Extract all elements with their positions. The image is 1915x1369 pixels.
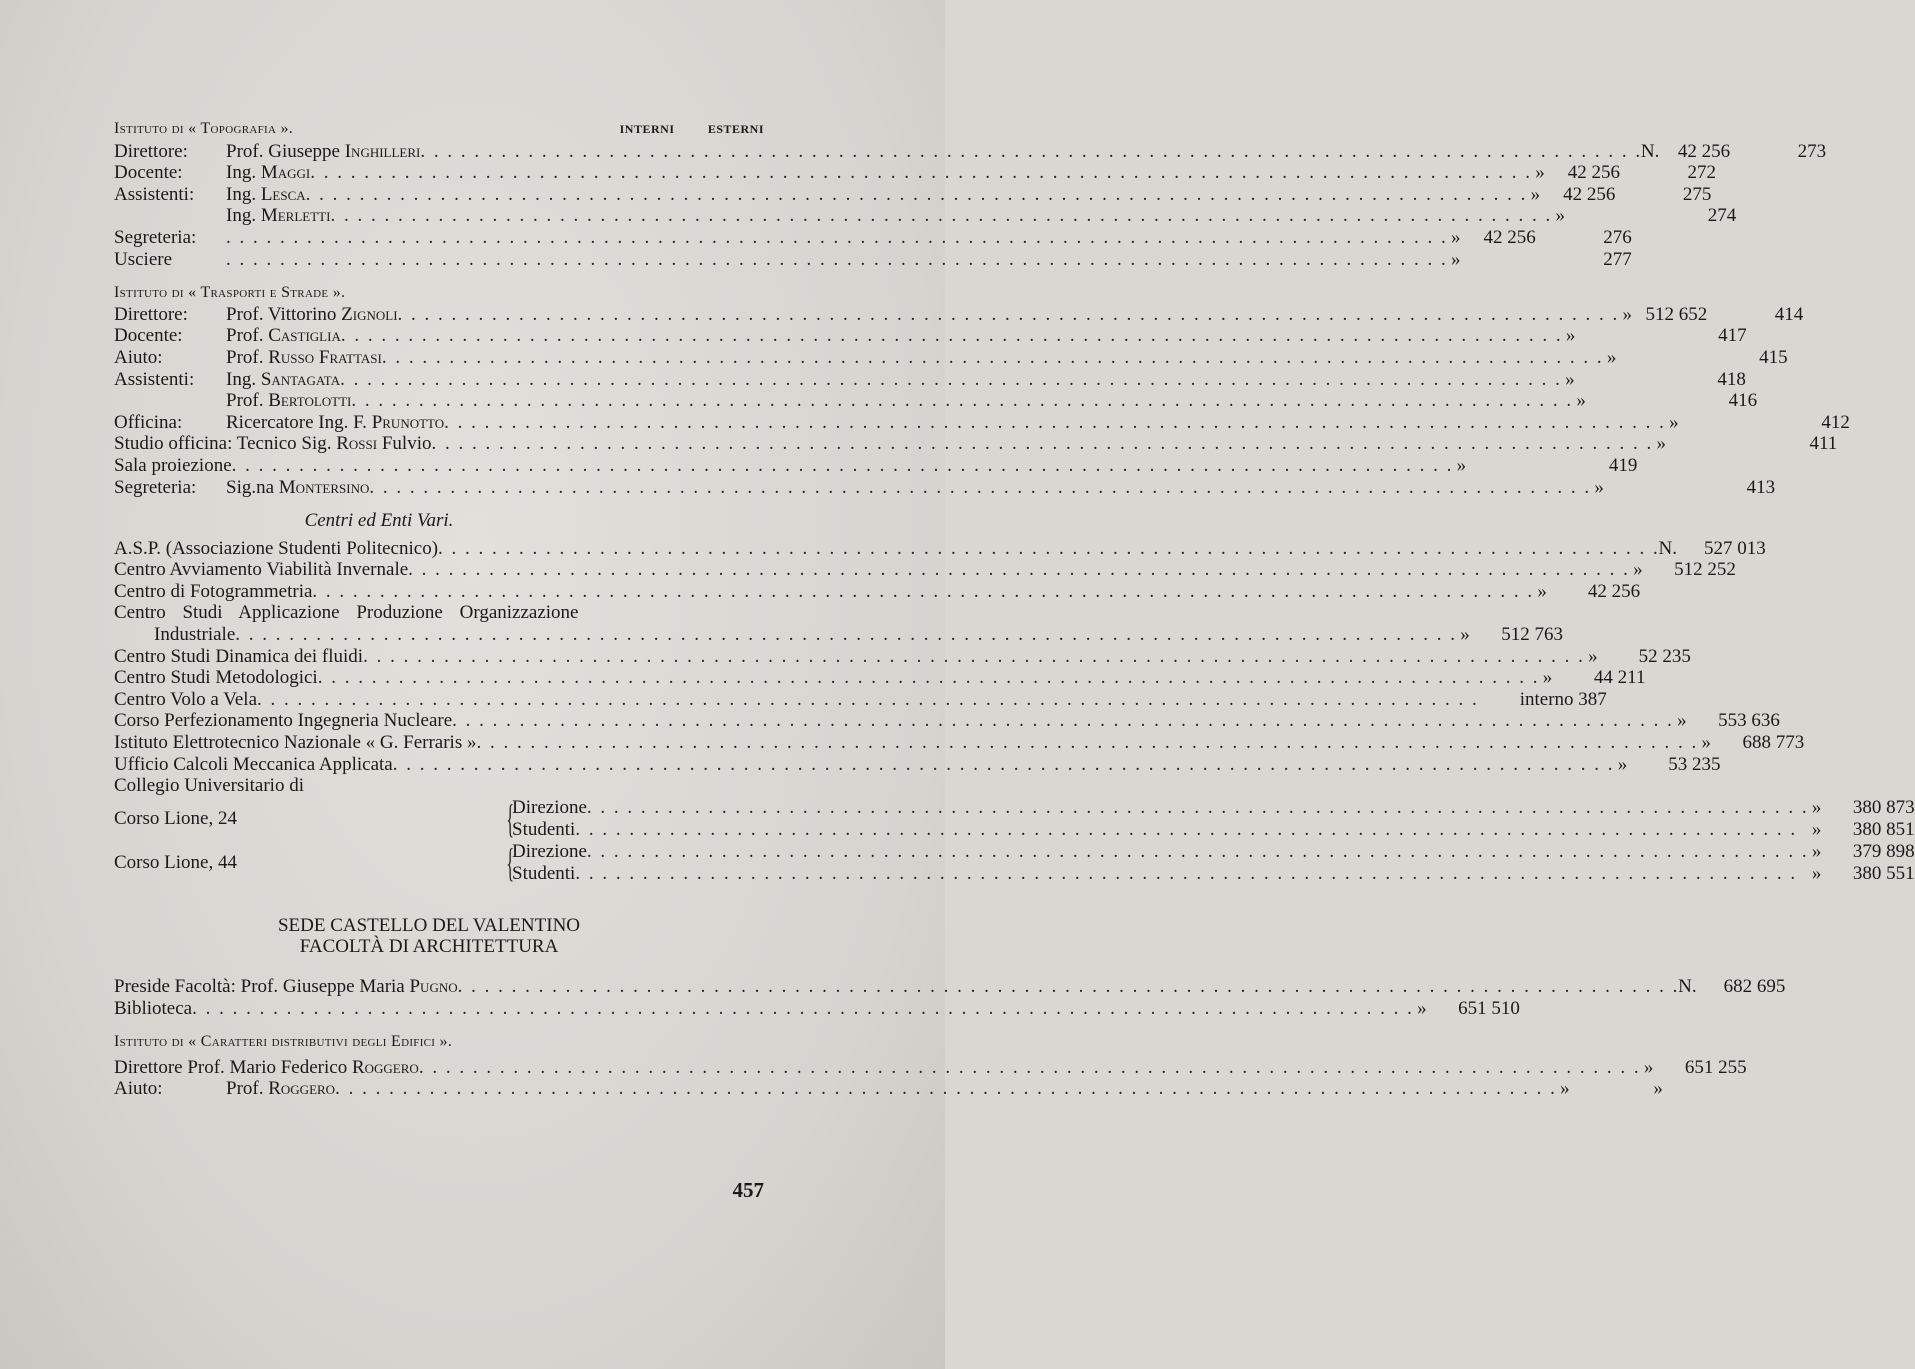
external-number: 412	[1821, 411, 1850, 433]
leader-dots	[335, 1078, 1555, 1100]
table-row	[114, 454, 1638, 477]
phone-number: 52 235	[1638, 645, 1691, 667]
leader-dots	[369, 477, 1589, 499]
ditto-mark: »	[1701, 732, 1711, 754]
table-row	[114, 140, 1827, 163]
phone-number: 688 773	[1742, 732, 1805, 754]
leader-dots	[363, 646, 1583, 668]
row-label: Officina:	[114, 411, 183, 433]
leader-dots	[330, 205, 1550, 227]
entry-text: A.S.P. (Associazione Studenti Politecnico)	[114, 537, 439, 559]
entry-text: Preside Facoltà: Prof. Giuseppe Maria Pugno	[114, 976, 458, 997]
phone-number: 42 256	[1587, 580, 1641, 602]
entry-text: Centro Studi Metodologici	[114, 667, 318, 689]
row-label: Direttore:	[114, 303, 188, 325]
table-row	[114, 411, 1850, 434]
collegio-blocks	[114, 795, 1915, 885]
trasporti-rows	[114, 303, 1850, 498]
leader-dots	[476, 732, 1696, 754]
ditto-mark: N.	[1658, 537, 1678, 559]
phone-number: 512 252	[1674, 559, 1736, 581]
sede-title-2: FACOLTÀ DI ARCHITETTURA	[299, 936, 559, 958]
entry-text: Istituto Elettrotecnico Nazionale « G. Ferraris »	[114, 732, 477, 754]
list-item	[512, 797, 1915, 819]
ditto-mark: »	[1537, 580, 1547, 602]
row-label: Usciere	[114, 248, 173, 270]
person-name: Roggero	[351, 1056, 419, 1078]
leader-dots	[419, 1057, 1639, 1079]
entry-text: Ricercatore Ing. F. Prunotto	[226, 411, 445, 433]
entry-text: Sig.na Montersino	[226, 476, 370, 498]
column-headers	[589, 119, 765, 141]
ditto-mark: »	[1565, 368, 1575, 390]
person-name: Russo Frattasi	[268, 346, 382, 368]
entry-text: Direttore Prof. Mario Federico Roggero	[114, 1056, 419, 1078]
row-label: Direttore:	[114, 140, 188, 162]
external-number: 416	[1728, 390, 1758, 412]
leader-dots	[408, 559, 1628, 581]
internal-number: 42 256	[1563, 183, 1616, 205]
entry-text: Ing. Lesca	[226, 183, 306, 205]
collegio-block	[114, 795, 1915, 841]
leader-dots	[452, 710, 1672, 732]
person-name: Merletti	[260, 205, 331, 227]
leader-dots	[226, 227, 1446, 249]
table-row	[114, 248, 1632, 271]
ditto-mark: »	[1622, 303, 1633, 325]
ditto-mark: »	[1560, 1078, 1570, 1100]
ditto-mark: »	[1576, 390, 1586, 412]
table-row	[114, 368, 1746, 391]
external-number: 419	[1608, 454, 1638, 476]
external-number: 276	[1603, 226, 1632, 248]
heading-text: Istituto di « Caratteri distributivi degli Edifici ».	[114, 1033, 453, 1051]
leader-dots	[306, 184, 1526, 206]
entry-text: Sala proiezione	[114, 454, 232, 476]
internal-number: 42 256	[1483, 226, 1536, 248]
ditto-mark: »	[1677, 710, 1687, 732]
row-label: Assistenti:	[114, 368, 195, 390]
entry-text: Prof. Giuseppe Inghilleri	[226, 140, 421, 162]
person-name: Pugno	[409, 976, 458, 997]
ditto-mark: »	[1565, 325, 1576, 347]
col-header-esterni: ESTERNI	[707, 122, 764, 136]
block-label: Corso Lione, 44	[114, 852, 237, 874]
table-row	[114, 162, 1716, 184]
ditto-mark: N.	[1640, 140, 1660, 162]
list-item	[114, 1056, 1747, 1079]
ditto-mark: »	[1811, 818, 1822, 840]
list-item	[114, 710, 1780, 732]
heading-text: Istituto di « Topografia ».	[114, 120, 294, 137]
leader-dots	[310, 162, 1530, 184]
entry-text: Centro Studi Dinamica dei fluidi	[114, 645, 364, 667]
phone-number: 380 873	[1852, 797, 1915, 819]
topografia-rows	[114, 140, 1827, 271]
list-item	[114, 688, 1607, 711]
ditto-mark: »	[1530, 183, 1541, 205]
leader-dots	[431, 433, 1651, 455]
table-row	[114, 226, 1632, 249]
ditto-mark: »	[1417, 997, 1427, 1019]
phone-number: 380 851	[1852, 818, 1915, 840]
table-row	[114, 390, 1758, 412]
phone-number: »	[1653, 1078, 1663, 1100]
person-name: Lesca	[260, 183, 306, 205]
list-item	[114, 753, 1721, 776]
ditto-mark: N.	[1678, 976, 1697, 997]
phone-number: 53 235	[1668, 753, 1721, 775]
page-number: 457	[732, 1178, 764, 1202]
ditto-mark: »	[1606, 346, 1617, 368]
block-label: Corso Lione, 24	[114, 808, 237, 830]
centri-rows	[114, 537, 1766, 603]
phone-number: interno 387	[1519, 688, 1607, 710]
internal-number: 512 652	[1645, 303, 1708, 325]
brace-icon: {	[506, 795, 515, 841]
leader-dots	[232, 455, 1452, 477]
leader-dots	[382, 347, 1602, 369]
list-item	[114, 580, 1641, 603]
list-item	[512, 819, 1915, 841]
leader-dots	[438, 538, 1658, 560]
person-name: Rossi	[336, 433, 378, 455]
table-row	[114, 433, 1838, 455]
person-name: Montersino	[278, 476, 370, 498]
ditto-mark: »	[1594, 476, 1604, 498]
entry-text: Ing. Merletti	[226, 205, 331, 227]
list-item	[114, 976, 1786, 998]
entry-text: Direzione	[512, 841, 587, 863]
table-row	[114, 205, 1737, 227]
list-item	[114, 775, 764, 797]
external-number: 414	[1774, 303, 1804, 325]
list-item	[114, 997, 1520, 1020]
page-content	[114, 118, 1915, 1100]
external-number: 411	[1809, 433, 1838, 455]
leader-dots	[226, 249, 1446, 271]
entry-text: Collegio Universitario di	[114, 775, 304, 797]
leader-dots	[458, 976, 1678, 998]
ditto-mark: »	[1811, 797, 1822, 819]
external-number: 273	[1797, 140, 1827, 162]
entry-text: Prof. Roggero	[226, 1078, 336, 1100]
leader-dots	[393, 754, 1613, 776]
leader-dots	[351, 390, 1571, 412]
leader-dots	[587, 797, 1807, 819]
table-row	[114, 303, 1804, 326]
list-item	[114, 559, 1736, 581]
person-name: Santagata	[260, 368, 341, 390]
person-name: Zignoli	[341, 303, 398, 325]
row-label: Aiuto:	[114, 1078, 163, 1100]
phone-number: 380 551	[1852, 862, 1915, 884]
person-name: Roggero	[268, 1078, 336, 1100]
phone-number: 527 013	[1704, 537, 1766, 559]
external-number: 277	[1603, 248, 1632, 270]
table-row	[114, 325, 1747, 347]
leader-dots	[312, 581, 1532, 603]
collegio-block	[114, 839, 1915, 885]
leader-dots	[192, 998, 1412, 1020]
entry-text: Prof. Castiglia	[226, 325, 341, 347]
phone-number: 512 763	[1501, 624, 1564, 646]
leader-dots	[318, 667, 1538, 689]
entry-text: Studenti	[512, 862, 576, 884]
table-row	[114, 346, 1788, 369]
entry-text: Biblioteca	[114, 997, 193, 1019]
ditto-mark: »	[1451, 226, 1461, 248]
ditto-mark: »	[1542, 667, 1553, 689]
ditto-mark: »	[1811, 862, 1822, 884]
list-item	[114, 602, 764, 624]
ditto-mark: »	[1617, 753, 1628, 775]
leader-dots	[575, 863, 1806, 885]
section-heading-centri: Centri ed Enti Vari.	[304, 510, 454, 532]
row-label: Aiuto:	[114, 346, 163, 368]
ditto-mark: »	[1633, 559, 1643, 581]
row-label: Assistenti:	[114, 183, 195, 205]
phone-number: 553 636	[1718, 710, 1780, 732]
row-label: Segreteria:	[114, 476, 197, 498]
heading-text: Istituto di « Trasporti e Strade ».	[114, 284, 346, 302]
phone-number: 651 510	[1458, 997, 1520, 1019]
ditto-mark: »	[1460, 624, 1470, 646]
leader-dots	[340, 369, 1560, 391]
ditto-mark: »	[1535, 162, 1545, 184]
external-number: 417	[1718, 325, 1747, 347]
leader-dots	[587, 841, 1807, 863]
block-items	[512, 841, 1915, 884]
person-name: Castiglia	[268, 325, 341, 347]
leader-dots	[398, 304, 1618, 326]
phone-number: 379 898	[1852, 841, 1915, 863]
section-heading-topografia	[114, 118, 764, 141]
centri-rows-2	[114, 624, 1805, 775]
entry-text: Ing. Maggi	[226, 162, 311, 184]
ditto-mark: »	[1451, 248, 1461, 270]
leader-dots	[341, 325, 1561, 347]
internal-number: 42 256	[1677, 140, 1731, 162]
ditto-mark: »	[1669, 411, 1679, 433]
ditto-mark: »	[1555, 205, 1565, 227]
list-item	[114, 537, 1766, 560]
list-item	[114, 624, 1564, 646]
list-item	[114, 645, 1691, 668]
external-number: 272	[1687, 162, 1716, 184]
row-label: Docente:	[114, 325, 183, 347]
person-name: Maggi	[260, 162, 311, 184]
row-label: Segreteria:	[114, 226, 197, 248]
col-header-interni: INTERNI	[619, 122, 675, 136]
external-number: 418	[1717, 368, 1746, 390]
leader-dots	[420, 141, 1640, 163]
entry-text: Prof. Bertolotti	[226, 390, 352, 412]
list-item	[114, 732, 1805, 754]
external-number: 275	[1682, 183, 1712, 205]
entry-text: Centro Studi Applicazione Produzione Organizzazione	[114, 602, 579, 624]
entry-text: Centro di Fotogrammetria	[114, 580, 313, 602]
sede-rows	[114, 976, 1786, 1019]
entry-text: Ing. Santagata	[226, 368, 341, 390]
leader-dots	[257, 689, 1477, 711]
internal-number: 42 256	[1567, 162, 1620, 184]
ditto-mark: »	[1643, 1056, 1654, 1078]
person-name: Inghilleri	[344, 140, 421, 162]
entry-text: Prof. Vittorino Zignoli	[226, 303, 398, 325]
entry-text: Corso Perfezionamento Ingegneria Nucleare	[114, 710, 453, 732]
entry-text: Direzione	[512, 797, 587, 819]
table-row	[114, 476, 1776, 499]
person-name: Prunotto	[371, 411, 445, 433]
section-heading-caratteri	[114, 1031, 764, 1053]
entry-text: Industriale	[154, 624, 236, 646]
ditto-mark: »	[1811, 841, 1822, 863]
row-label: Docente:	[114, 162, 183, 184]
entry-text: Centro Avviamento Viabilità Invernale	[114, 559, 409, 581]
person-name: Bertolotti	[268, 390, 352, 412]
sede-title-1: SEDE CASTELLO DEL VALENTINO	[277, 914, 581, 936]
leader-dots	[575, 819, 1806, 841]
ditto-mark: »	[1656, 433, 1666, 455]
external-number: 274	[1707, 205, 1737, 227]
brace-icon: {	[506, 839, 515, 885]
phone-number: 651 255	[1684, 1056, 1747, 1078]
entry-text: Centro Volo a Vela	[114, 688, 258, 710]
external-number: 413	[1746, 476, 1776, 498]
ditto-mark: »	[1456, 454, 1467, 476]
phone-number: 682 695	[1723, 976, 1786, 997]
entry-text: Prof. Russo Frattasi	[226, 346, 382, 368]
phone-number: 44 211	[1593, 667, 1646, 689]
entry-text: Studio officina: Tecnico Sig. Rossi Fulvio	[114, 433, 432, 455]
list-item	[114, 667, 1646, 689]
leader-dots	[235, 624, 1455, 646]
list-item	[114, 1078, 1663, 1100]
entry-text: Ufficio Calcoli Meccanica Applicata	[114, 753, 393, 775]
entry-text: Studenti	[512, 818, 576, 840]
caratteri-rows	[114, 1056, 1747, 1100]
list-item	[512, 863, 1915, 885]
ditto-mark: »	[1588, 645, 1598, 667]
block-items	[512, 797, 1915, 840]
section-heading-trasporti	[114, 282, 764, 304]
external-number: 415	[1759, 346, 1788, 368]
table-row	[114, 183, 1712, 206]
leader-dots	[444, 412, 1664, 434]
list-item	[512, 841, 1915, 863]
